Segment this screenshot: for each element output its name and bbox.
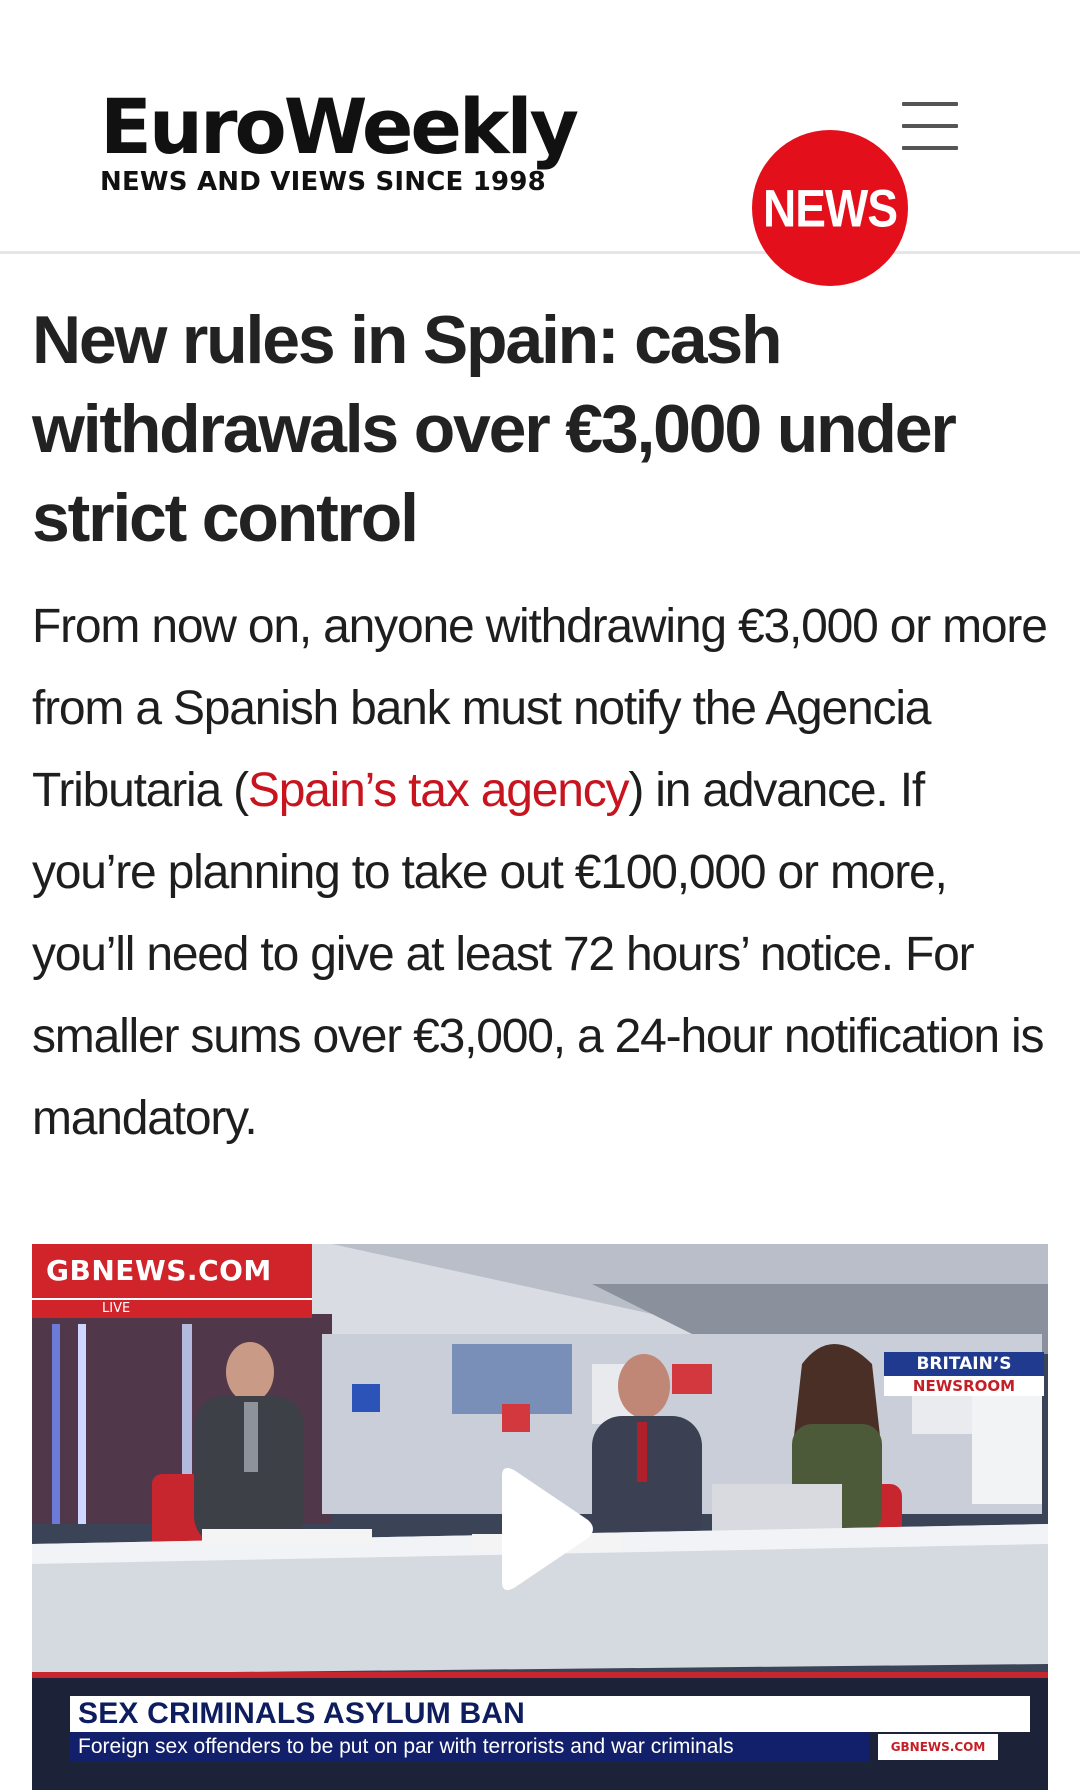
lower-third [70, 1696, 1038, 1756]
brand-tagline: NEWS AND VIEWS SINCE 1998 [100, 167, 546, 197]
britains-newsroom-badge [884, 1352, 1044, 1394]
lede-text-end: ) in advance. If you’re planning to take out €100,000 or more, you’ll need to give at least 72 hours’ notice. For smaller sums over €3,000, a 24-hour notification is mandatory. [32, 764, 1044, 1145]
brand-name: EuroWeekly [100, 82, 577, 171]
site-logo[interactable] [100, 82, 897, 238]
menu-bar [902, 124, 958, 128]
site-header [0, 0, 1080, 254]
video-player[interactable] [32, 1244, 1048, 1790]
news-badge [752, 130, 908, 286]
live-label: LIVE [32, 1298, 312, 1318]
lower-third-subtitle: Foreign sex offenders to be put on par with terrorists and war criminals [70, 1732, 870, 1762]
menu-bar [902, 102, 958, 106]
lower-third-site: GBNEWS.COM [878, 1734, 998, 1760]
lower-third-headline: SEX CRIMINALS ASYLUM BAN [70, 1696, 1030, 1732]
play-icon[interactable] [488, 1464, 598, 1594]
article-headline: New rules in Spain: cash withdrawals over €3,000 under strict control [32, 302, 955, 556]
article-lede [32, 586, 1052, 1160]
news-badge-label: NEWS [763, 178, 897, 238]
lede-text-start: From now on, anyone withdrawing €3,000 or more from a Spanish bank must notify the Agencia Tributaria ( [32, 600, 1047, 817]
badge-line-1: BRITAIN’S [884, 1352, 1044, 1376]
hamburger-menu-icon[interactable] [896, 96, 964, 156]
menu-bar [902, 146, 958, 150]
tax-agency-link[interactable]: Spain’s tax agency [247, 764, 629, 817]
badge-line-2: NEWSROOM [884, 1376, 1044, 1396]
gbnews-source-tag: GBNEWS.COM [32, 1244, 312, 1298]
